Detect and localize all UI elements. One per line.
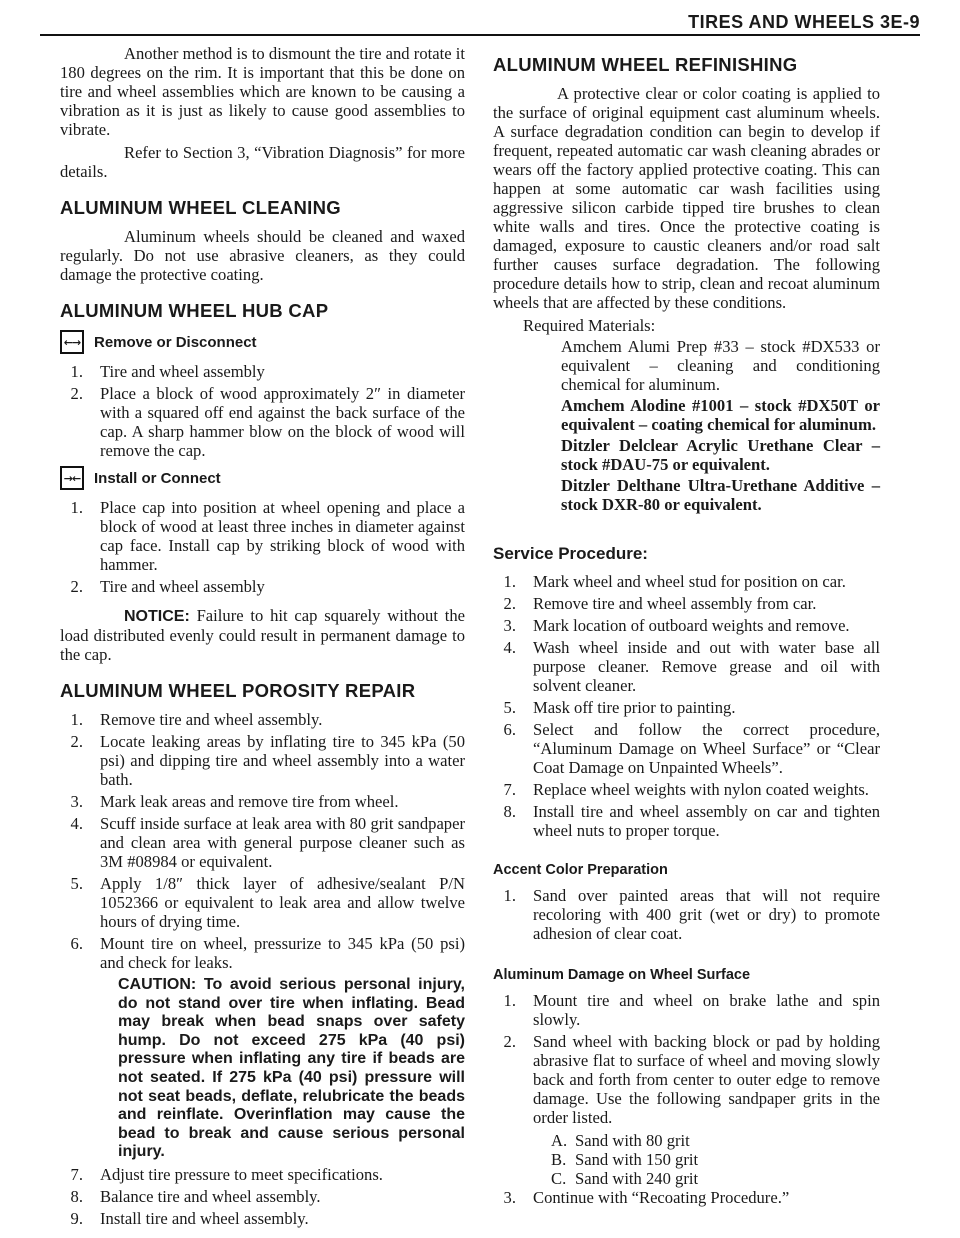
install-label-row [60,466,465,490]
notice-label: NOTICE: [124,608,190,625]
cleaning-body: Aluminum wheels should be cleaned and waxed regularly. Do not use abrasive cleaners, as they could damage the protective coating. [60,227,465,284]
remove-label: Remove or Disconnect [94,333,257,351]
refinishing-heading: ALUMINUM WHEEL REFINISHING [493,54,798,75]
install-connect-icon: →← [60,466,84,490]
list-item: 5. Mask off tire prior to painting. [503,698,736,717]
cleaning-heading: ALUMINUM WHEEL CLEANING [60,197,341,218]
caution-block: CAUTION: To avoid serious personal injury, do not stand over tire when inflating. Bead may break when bead snaps over safety hump. Do not exceed 275 kPa (40 psi) pressure when inflating any tire if beads are not seated. If 275 kPa (40 psi) pressure will not seat beads, deflate, relubricate the beads and reinflate. Overinflation may cause the bead to break and cause serious personal injury. [118,976,465,1161]
list-item: 1. Mount tire and wheel on brake lathe and spin slowly. [503,991,880,1029]
install-steps [60,498,465,596]
porosity-steps-after [60,1165,465,1228]
materials-label: Required Materials: [523,316,656,335]
list-item: C. Sand with 240 grit [551,1169,699,1188]
page-header [40,10,920,36]
accent-heading: Accent Color Preparation [493,862,668,878]
service-heading: Service Procedure: [493,544,648,563]
damage-steps-after [493,1188,880,1207]
list-item: 2. Sand wheel with backing block or pad by holding abrasive flat to surface of wheel and moving slowly back and forth from center to outer edge to remove damage. Use the following sandpaper grits in the order listed. [503,1032,880,1127]
page-header-title: TIRES AND WHEELS 3E-9 [688,12,920,32]
list-item: 9. Install tire and wheel assembly. [70,1208,309,1228]
material-item: Amchem Alumi Prep #33 – stock #DX533 or equivalent – cleaning and conditioning chemical for aluminum. [561,337,880,394]
list-item: 3. Mark leak areas and remove tire from wheel. [70,792,399,811]
material-item: Ditzler Delclear Acrylic Urethane Clear – stock #DAU-75 or equivalent. [561,436,880,474]
notice-paragraph [60,606,465,664]
right-column [493,44,880,1211]
list-item: 1. Sand over painted areas that will not require recoloring with 400 grit (wet or dry) to promote adhesion of clear coat. [503,886,880,943]
notice-text: Failure to hit cap squarely without the load distributed evenly could result in permanent damage to the cap. [60,606,465,664]
porosity-steps [60,710,465,972]
list-item: 3. Mark location of outboard weights and remove. [503,616,850,635]
damage-heading: Aluminum Damage on Wheel Surface [493,967,751,983]
list-item: B. Sand with 150 grit [551,1150,699,1169]
list-item: 2. Remove tire and wheel assembly from car. [503,594,817,613]
list-item: 2. Place a block of wood approximately 2″ in diameter with a squared off end against the back surface of the cap. A sharp hammer blow on the block of wood will remove the cap. [70,384,465,460]
list-item: 4. Scuff inside surface at leak area with 80 grit sandpaper and clean area with general purpose cleaner such as 3M #08984 or equivalent. [70,814,465,871]
materials-block [523,316,880,514]
material-item: Amchem Alodine #1001 – stock #DX50T or equivalent – coating chemical for aluminum. [561,396,880,434]
list-item: 4. Wash wheel inside and out with water base all purpose cleaner. Remove grease and oil with solvent cleaner. [503,638,880,695]
list-item: 1. Place cap into position at wheel opening and place a block of wood at least three inches in diameter against cap face. Install cap by striking block of wood with hammer. [70,498,465,574]
install-label: Install or Connect [94,469,221,487]
remove-steps [60,362,465,460]
list-item: 1. Mark wheel and wheel stud for position on car. [503,572,846,591]
remove-label-row [60,330,465,354]
intro-paragraph: Another method is to dismount the tire and rotate it 180 degrees on the rim. It is important that this be done on tire and wheel assemblies which are known to be causing a vibration as it is just as likely to cause good assemblies to vibrate. [60,44,465,139]
left-column [60,44,465,1232]
remove-disconnect-icon: ←→ [60,330,84,354]
material-item: Ditzler Delthane Ultra-Urethane Additive – stock DXR-80 or equivalent. [561,476,880,514]
list-item: A. Sand with 80 grit [551,1131,690,1150]
service-steps [493,572,880,840]
list-item: 5. Apply 1/8″ thick layer of adhesive/sealant P/N 1052366 or equivalent to leak area and allow twelve hours of drying time. [70,874,465,931]
list-item: 7. Adjust tire pressure to meet specifications. [70,1164,383,1184]
list-item: 1. Remove tire and wheel assembly. [70,710,323,729]
hubcap-heading: ALUMINUM WHEEL HUB CAP [60,300,329,321]
intro-reference: Refer to Section 3, “Vibration Diagnosis” for more details. [60,143,465,181]
list-item: 2. Locate leaking areas by inflating tire to 345 kPa (50 psi) and dipping tire and wheel assembly into a water bath. [70,732,465,789]
damage-steps [493,991,880,1127]
list-item: 8. Balance tire and wheel assembly. [70,1186,321,1206]
list-item: 1. Tire and wheel assembly [70,362,265,381]
refinishing-body: A protective clear or color coating is applied to the surface of original equipment cast aluminum wheels. A surface degradation condition can begin to develop if frequent, repeated automatic car wash cleaning abrades or wears off the factory applied protective coating. This can happen at some automatic car wash facilities using aggressive silicon carbide tipped tire brushes to clean white walls and tires. Once the protective coating is damaged, exposure to caustic cleaners and/or road salt further causes surface degradation. The following procedure details how to strip, clean and recoat aluminum wheels that are affected by these conditions. [493,84,880,312]
list-item: 3. Continue with “Recoating Procedure.” [503,1188,790,1207]
list-item: 8. Install tire and wheel assembly on car and tighten wheel nuts to proper torque. [503,802,880,840]
list-item: 6. Select and follow the correct procedure, “Aluminum Damage on Wheel Surface” or “Clear Coat Damage on Unpainted Wheels”. [503,720,880,777]
list-item: 6. Mount tire on wheel, pressurize to 345 kPa (50 psi) and check for leaks. [70,934,465,972]
porosity-heading: ALUMINUM WHEEL POROSITY REPAIR [60,680,416,701]
grit-substeps [551,1131,880,1188]
list-item: 7. Replace wheel weights with nylon coated weights. [503,780,869,799]
list-item: 2. Tire and wheel assembly [70,577,265,596]
accent-steps [493,886,880,943]
